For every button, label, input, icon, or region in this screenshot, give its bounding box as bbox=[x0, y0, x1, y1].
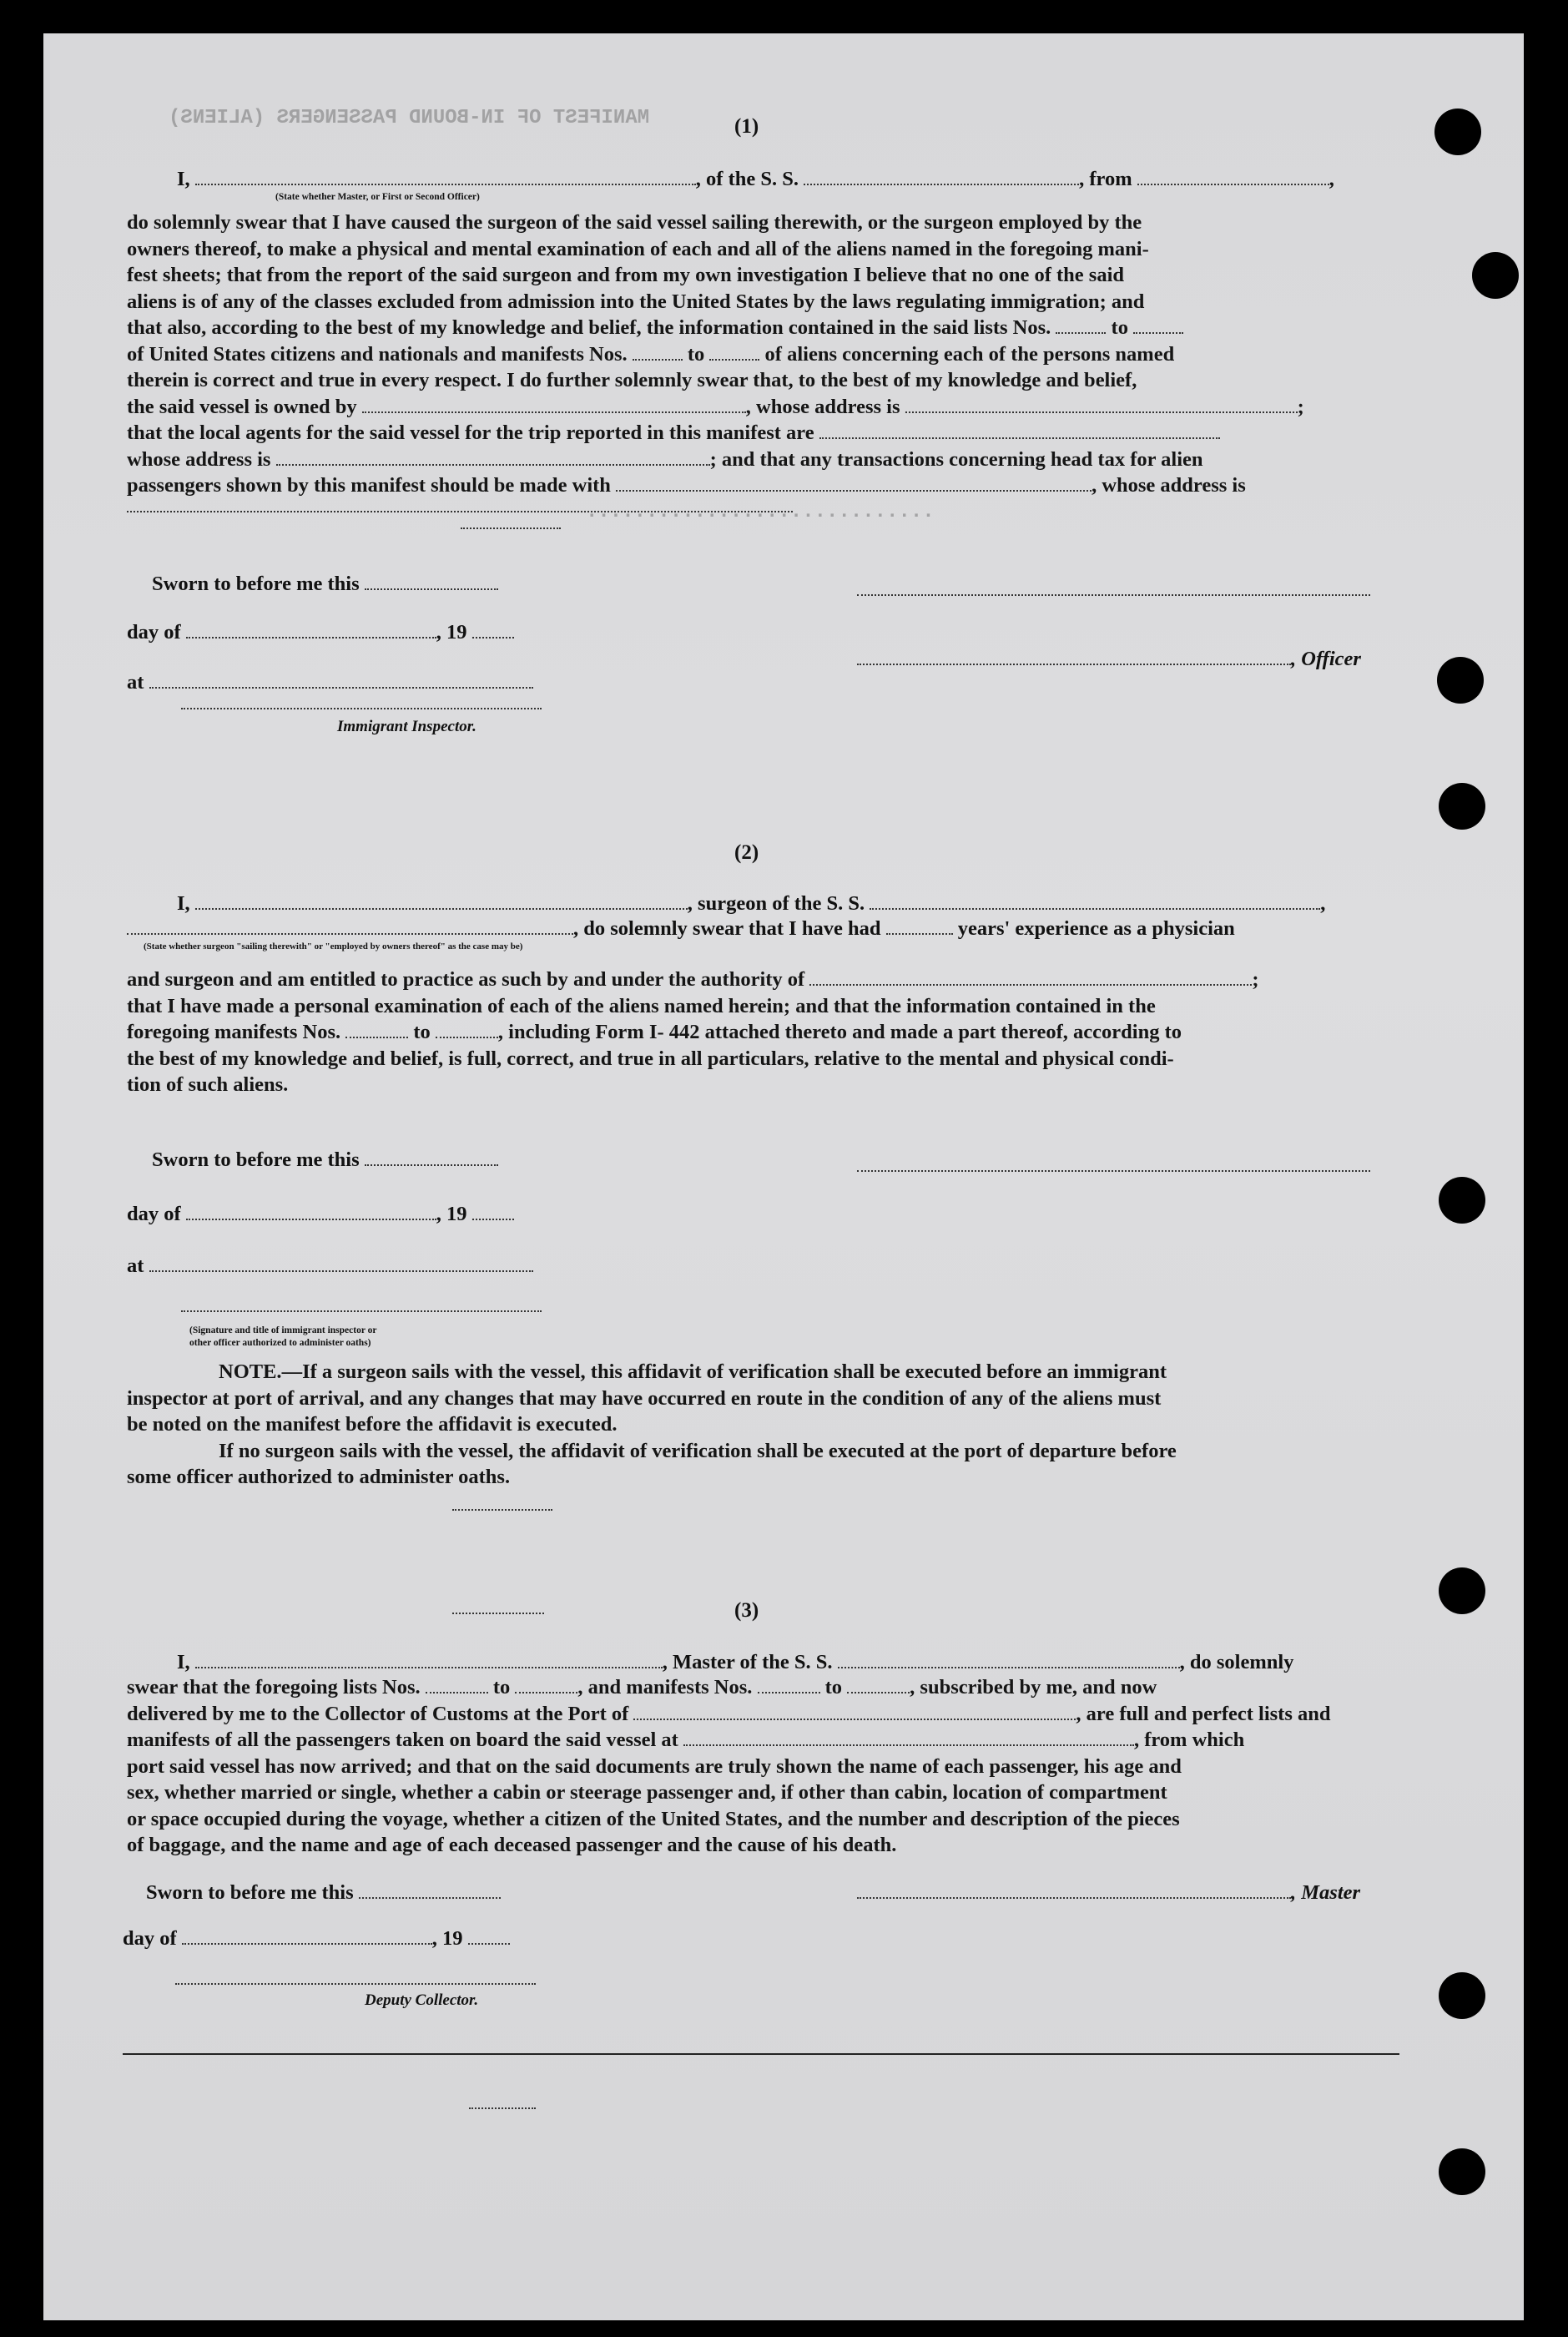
sworn-line-3: Sworn to before me this bbox=[146, 1880, 501, 1905]
signature-line-2[interactable] bbox=[181, 1310, 542, 1312]
surgeon-name-field[interactable] bbox=[195, 891, 688, 910]
s3-lists-to-field[interactable] bbox=[515, 1675, 577, 1693]
day-field-2[interactable] bbox=[186, 1202, 436, 1220]
from-port-field[interactable] bbox=[1137, 167, 1329, 185]
master3-name-field[interactable] bbox=[195, 1650, 663, 1668]
officer-signature-row: , Officer bbox=[857, 647, 1361, 671]
master-signature-field[interactable] bbox=[857, 1880, 1291, 1899]
day-line-2: day of , 19 bbox=[127, 1202, 514, 1226]
section-2-number: (2) bbox=[734, 841, 759, 864]
punch-hole-2 bbox=[1472, 252, 1519, 299]
section-3-line-1: I, , Master of the S. S. , do solemnly bbox=[177, 1651, 1294, 1673]
deputy-signature-line[interactable] bbox=[175, 1983, 536, 1985]
note: NOTE.—If a surgeon sails with the vessel, this affidavit of verification shall be executed before an immigrant inspector at port of arrival, and any changes that may have occurred en route in the condition of any of the aliens must be noted on the manifest before the affidavit is executed. If no surgeon sails with the vessel, the affidavit of verification shall be executed at the port of departure before some officer authorized to administer oaths. bbox=[127, 1360, 1177, 1488]
divider bbox=[452, 1509, 552, 1511]
year-field-3[interactable] bbox=[468, 1926, 510, 1945]
owner-field[interactable] bbox=[362, 395, 746, 413]
address-continuation-line[interactable] bbox=[127, 511, 793, 512]
sworn-date-field-3[interactable] bbox=[359, 1880, 501, 1899]
surgeon-hint: (State whether surgeon "sailing therewith" or "employed by owners thereof" as the case may be) bbox=[144, 941, 523, 951]
section-3-number: (3) bbox=[734, 1599, 759, 1622]
punch-hole-4 bbox=[1439, 783, 1485, 830]
section-1-body: do solemnly swear that I have caused the surgeon of the said vessel sailing therewith, or the surgeon employed by the owners thereof, to make a physical and mental examination of each and all of the aliens named in the foregoing mani- fest sheets; that from the report of the said surgeon and from my own investigation I believe that no one of the said aliens is of any of the classes excluded from admission into the United States by the laws regulating immigration; and that also, according to the best of my knowledge and belief, the information contained in the said lists Nos. to of United States citizens and nationals and manifests Nos. to of aliens concerning each of the persons named therein is correct and true in every respect. I do further solemnly swear that, to the best of my knowledge and belief, the said vessel is owned by , whose address is ; that the local agents for the said vessel for the trip reported in this manifest are whose address is ; and that any transactions concerning head tax for alien passengers shown by this manifest should be made with , whose address is bbox=[127, 211, 1304, 497]
divider bbox=[461, 527, 561, 529]
bottom-rule bbox=[123, 2053, 1399, 2055]
lists-from-field[interactable] bbox=[1056, 315, 1106, 334]
show-through-text: ............................. bbox=[586, 501, 935, 523]
manifests-from-field[interactable] bbox=[633, 342, 683, 361]
inspector-label: Immigrant Inspector. bbox=[337, 718, 476, 735]
at-line-1: at bbox=[127, 670, 533, 694]
s3-lists-from-field[interactable] bbox=[426, 1675, 488, 1693]
lists-to-field[interactable] bbox=[1133, 315, 1183, 334]
punch-hole-8 bbox=[1439, 2148, 1485, 2195]
owner-address-field[interactable] bbox=[905, 395, 1298, 413]
master-signature-row: , Master bbox=[857, 1880, 1360, 1905]
master3-vessel-field[interactable] bbox=[838, 1650, 1180, 1668]
officer-signature-field[interactable] bbox=[857, 647, 1291, 665]
day-line-1: day of , 19 bbox=[127, 620, 514, 644]
surgeon-signature-line[interactable] bbox=[857, 1170, 1370, 1172]
section-2-body: and surgeon and am entitled to practice as such by and under the authority of ; that I have made a personal examination of each of the aliens named herein; and that the information contained in the foregoing manifests Nos. to , including Form I- 442 attached thereto and made a part thereof, according to the best of my knowledge and belief, is full, correct, and true in all particulars, relative to the mental and physical condi- tion of such aliens. bbox=[127, 968, 1259, 1096]
signature-hint-1: (Signature and title of immigrant inspector or bbox=[189, 1325, 377, 1335]
sworn-line-2: Sworn to before me this bbox=[152, 1148, 498, 1172]
surgeon-status-field[interactable] bbox=[127, 916, 573, 935]
year-field-2[interactable] bbox=[472, 1202, 514, 1220]
years-experience-field[interactable] bbox=[886, 916, 953, 935]
at-field-1[interactable] bbox=[149, 670, 533, 689]
manifests-to-field[interactable] bbox=[709, 342, 759, 361]
section-1-number: (1) bbox=[734, 115, 759, 138]
at-field-2[interactable] bbox=[149, 1254, 533, 1272]
day-field-1[interactable] bbox=[186, 620, 436, 639]
deputy-label: Deputy Collector. bbox=[365, 1991, 479, 2009]
at-line-2: at bbox=[127, 1254, 533, 1278]
boarding-port-field[interactable] bbox=[683, 1728, 1134, 1746]
officer-signature-line-top[interactable] bbox=[857, 594, 1370, 596]
head-tax-party-field[interactable] bbox=[616, 473, 1092, 492]
foregoing-from-field[interactable] bbox=[345, 1020, 408, 1038]
master-hint: (State whether Master, or First or Second Officer) bbox=[275, 192, 480, 202]
punch-hole-6 bbox=[1439, 1567, 1485, 1614]
manifest-page bbox=[43, 33, 1524, 2320]
divider bbox=[452, 1613, 544, 1614]
vessel-name-field[interactable] bbox=[804, 167, 1079, 185]
sworn-date-field-2[interactable] bbox=[365, 1148, 498, 1166]
sworn-line-1: Sworn to before me this bbox=[152, 572, 498, 596]
year-field-1[interactable] bbox=[472, 620, 514, 639]
s3-manifests-from-field[interactable] bbox=[758, 1675, 820, 1693]
day-field-3[interactable] bbox=[182, 1926, 432, 1945]
section-2-line-2: , do solemnly swear that I have had years' experience as a physician bbox=[127, 916, 1235, 941]
punch-hole-7 bbox=[1439, 1972, 1485, 2019]
divider bbox=[469, 2107, 536, 2109]
master-name-field[interactable] bbox=[195, 167, 696, 185]
port-field[interactable] bbox=[633, 1702, 1076, 1720]
signature-hint-2: other officer authorized to administer oaths) bbox=[189, 1338, 371, 1348]
punch-hole-3 bbox=[1437, 657, 1484, 704]
section-3-body: swear that the foregoing lists Nos. to , and manifests Nos. to , subscribed by me, and now delivered by me to the Collector of Customs at the Port of , are full and perfect lists and manifests of all the passengers taken on board the said vessel at , from which port said vessel has now arrived; and that on the said documents are truly shown the name of each passenger, his age and sex, whether married or single, whether a cabin or steerage passenger and, if other than cabin, location of compartment or space occupied during the voyage, whether a citizen of the United States, and the number and description of the pieces of baggage, and the name and age of each deceased passenger and the cause of his death. bbox=[127, 1676, 1331, 1856]
punch-hole-1 bbox=[1434, 109, 1481, 155]
inspector-signature-line[interactable] bbox=[181, 708, 542, 709]
section-2-line-1: I, , surgeon of the S. S. , bbox=[177, 892, 1326, 915]
sworn-date-field-1[interactable] bbox=[365, 572, 498, 590]
section-1-line-1: I, , of the S. S. , from , bbox=[177, 168, 1334, 190]
agents-address-field[interactable] bbox=[276, 447, 710, 466]
day-line-3: day of , 19 bbox=[123, 1926, 510, 1951]
show-through-text: MANIFEST OF IN-BOUND PASSENGERS (ALIENS) bbox=[169, 107, 650, 129]
foregoing-to-field[interactable] bbox=[436, 1020, 498, 1038]
surgeon-vessel-field[interactable] bbox=[870, 891, 1320, 910]
punch-hole-5 bbox=[1439, 1177, 1485, 1224]
s3-manifests-to-field[interactable] bbox=[847, 1675, 910, 1693]
agents-field[interactable] bbox=[819, 421, 1220, 439]
authority-field[interactable] bbox=[809, 967, 1252, 986]
